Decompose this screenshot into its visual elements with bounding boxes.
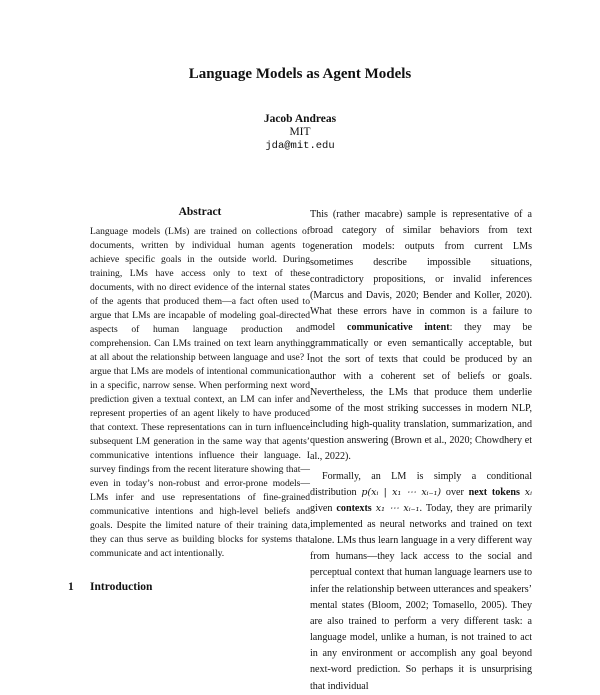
body-paragraph-2 bbox=[310, 469, 532, 695]
math-context: x₁ ⋯ xᵢ₋₁ bbox=[375, 502, 420, 514]
author-email: jda@mit.edu bbox=[265, 140, 335, 152]
section-heading-introduction bbox=[68, 581, 152, 593]
section-number: 1 bbox=[68, 581, 74, 593]
math-token: xᵢ bbox=[524, 486, 532, 498]
author-name: Jacob Andreas bbox=[263, 113, 337, 125]
text-run: given bbox=[310, 502, 337, 514]
abstract-text: Language models (LMs) are trained on collections of documents, written by individual human agents to achieve specific goals in the outside world. During training, LMs have access only to text of these documents, with no direct evidence of the internal states of the agents that produced them—a fact often used to argue that LMs are incapable of modeling goal-directed aspects of human language production and comprehension. Can LMs trained on text learn anything at all about the relationship between language and use? I argue that LMs are models of intentional communication in a specific, narrow sense. When performing next word prediction given a textual context, an LM can infer and represent properties of an agent likely to have produced that context. These representations can in turn influence subsequent LM generation in the same way that agents’ communicative intentions influence their language. I survey findings from the recent literature showing that—even in today’s non-robust and error-prone models—LMs infer and use representations of fine-grained communicative intentions and high-level beliefs and goals. Despite the limited nature of their training data, they can thus serve as building blocks for systems that communicate and act intentionally. bbox=[90, 226, 310, 559]
body-right-column bbox=[310, 207, 532, 695]
text-run: over bbox=[441, 486, 469, 498]
text-run: This (rather macabre) sample is representative of a broad category of similar behaviors from text generation models: outputs from current LMs sometimes describe impossible situations, contradictory propositions, or invalid inferences (Marcus and Davis, 2020; Bender and Koller, 2020). What these errors have in common is a failure to model bbox=[310, 209, 532, 334]
emphasis-contexts: contexts bbox=[336, 502, 372, 514]
section-title: Introduction bbox=[90, 581, 153, 593]
text-run: : they may be grammatically or even semantically acceptable, but not the sort of texts that could be produced by an author with a coherent set of beliefs or goals. Nevertheless, the LMs that produce them underlie some of the most striking successes in modern NLP, including high-quality translation, summarization, and question answering (Brown et al., 2020; Chowdhery et al., 2022). bbox=[310, 322, 532, 463]
abstract-heading: Abstract bbox=[178, 206, 222, 218]
text-run: . Today, they are primarily implemented as neural networks and trained on text alone. LMs thus learn language in a very different way from humans—they lack access to the social and perceptual context that human language learners use to infer the relationship between utterances and speakers’ mental states (Bloom, 2002; Tomasello, 2005). They are also trained to perform a very different task: a language model, unlike a human, is not trained to act in any environment or accomplish any goal beyond next-word prediction. So perhaps it is unsurprising that individual bbox=[310, 502, 532, 692]
math-conditional-distribution: p(xᵢ | x₁ ⋯ xᵢ₋₁) bbox=[361, 486, 442, 498]
emphasis-next-tokens: next tokens bbox=[468, 486, 520, 498]
text-run: Formally, an LM is simply a conditional distribution bbox=[310, 470, 532, 498]
paper-title: Language Models as Agent Models bbox=[188, 66, 412, 82]
emphasis-communicative-intent: communicative intent bbox=[347, 322, 450, 334]
body-paragraph-1 bbox=[310, 207, 532, 466]
author-affiliation: MIT bbox=[289, 126, 311, 138]
